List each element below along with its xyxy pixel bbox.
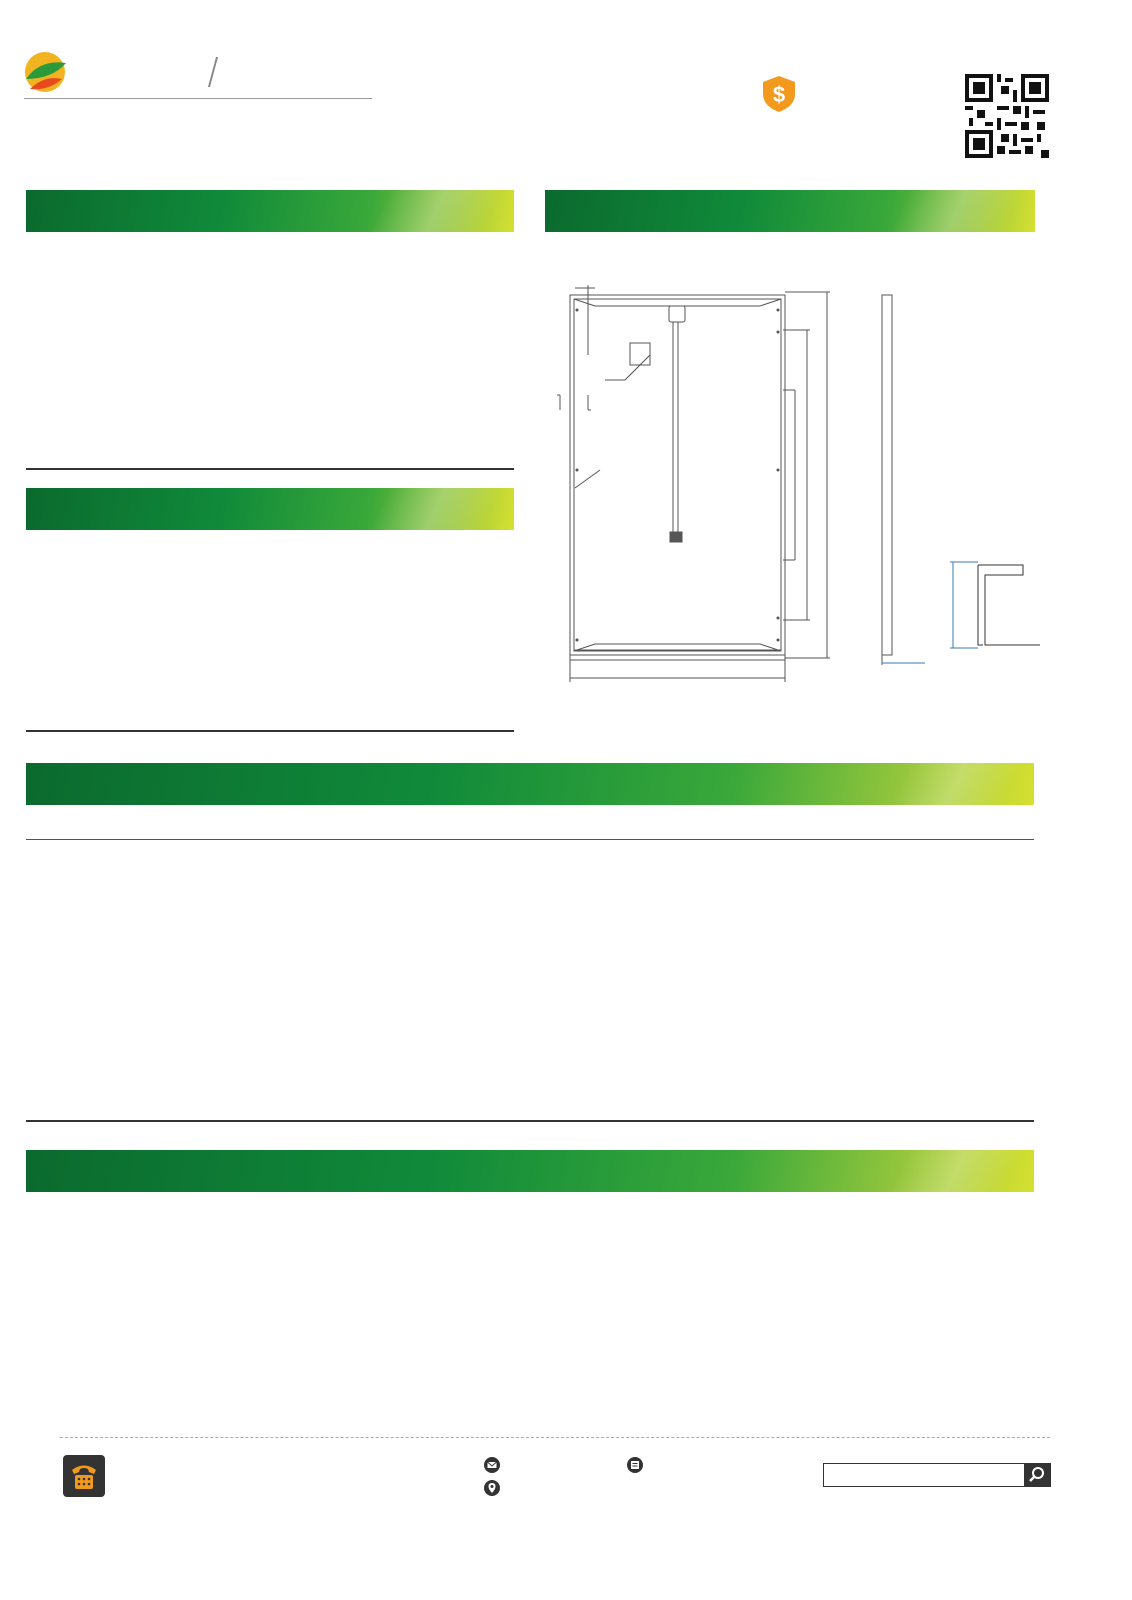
stc-header [26, 763, 1034, 805]
search-button[interactable] [1024, 1464, 1050, 1486]
phone-icon [63, 1455, 105, 1497]
search-icon [1024, 1464, 1050, 1486]
general-spec-bottom-rule [26, 468, 514, 470]
iv-header [26, 1150, 1034, 1192]
alibaba-badge [758, 74, 958, 120]
stc-bottom-rule [26, 1120, 1034, 1122]
email-icon [484, 1457, 500, 1473]
svg-text:$: $ [772, 82, 786, 107]
iv-curve-chart [280, 1200, 560, 1430]
fax-icon [627, 1457, 643, 1473]
logo-divider [208, 57, 218, 87]
sun-leaf-icon [22, 49, 68, 95]
diagram-header [545, 190, 1035, 232]
website-box[interactable] [823, 1463, 1051, 1487]
shield-dollar-icon [760, 74, 798, 114]
module-drawing [545, 270, 1045, 690]
operating-header [26, 488, 514, 530]
footer-rule [60, 1437, 1050, 1438]
stc-column-header [26, 818, 1034, 840]
general-spec-header [26, 190, 514, 232]
location-pin-icon [484, 1480, 500, 1496]
operating-bottom-rule [26, 730, 514, 732]
logo-underline [24, 98, 372, 99]
qr-code [965, 74, 1049, 158]
temperature-chart [690, 1190, 870, 1430]
brand-logo [20, 45, 380, 125]
